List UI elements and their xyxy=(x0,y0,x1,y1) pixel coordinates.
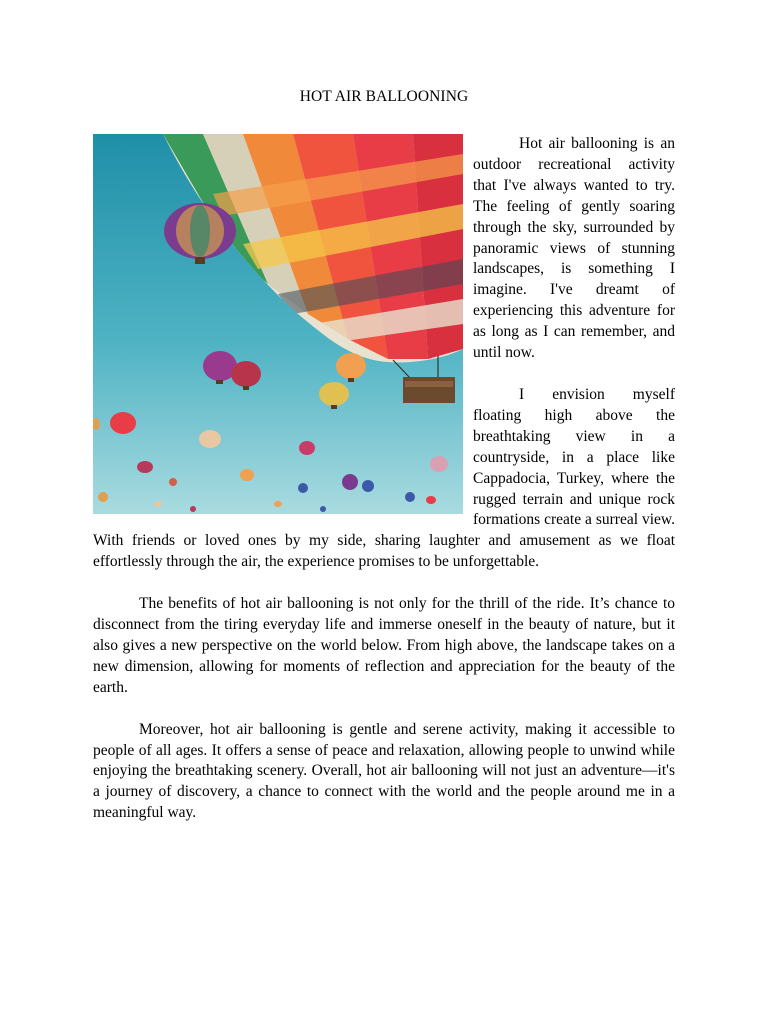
document-page xyxy=(93,86,675,845)
hot-air-balloons-photo xyxy=(93,134,463,514)
document-title: HOT AIR BALLOONING xyxy=(299,88,469,105)
paragraph-2: I envision myself floating high above the breathtaking view in a countryside, in a place like Cappadocia, Turkey, where the rugged terrain and unique rock formations create a surreal view. With friends or loved ones by my side, sharing laughter and amusement as we float effortlessly through the air, the experience promises to be unforgettable. xyxy=(93,385,675,571)
paragraph-3: The benefits of hot air ballooning is not only for the thrill of the ride. It’s chance to disconnect from the tiring everyday life and immerse oneself in the beauty of nature, but it also gives a new perspective on the world below. From high above, the landscape takes on a new dimension, allowing for moments of reflection and appreciation for the beauty of the earth. xyxy=(93,595,675,696)
balloons-illustration xyxy=(93,134,463,514)
paragraph-1: Hot air ballooning is an outdoor recreational activity that I've always wanted to try. The feeling of gently soaring through the sky, surrounded by panoramic views of stunning landscapes, is something I imagine. I've dreamt of experiencing this adventure for as long as I can remember, and until now. xyxy=(473,135,675,362)
paragraph-4: Moreover, hot air ballooning is gentle and serene activity, making it accessible to people of all ages. It offers a sense of peace and relaxation, allowing people to unwind while enjoying the breathtaking scenery. Overall, hot air ballooning will not just an adventure—it's a journey of discovery, a chance to connect with the world and the people around me in a meaningful way. xyxy=(93,720,675,822)
